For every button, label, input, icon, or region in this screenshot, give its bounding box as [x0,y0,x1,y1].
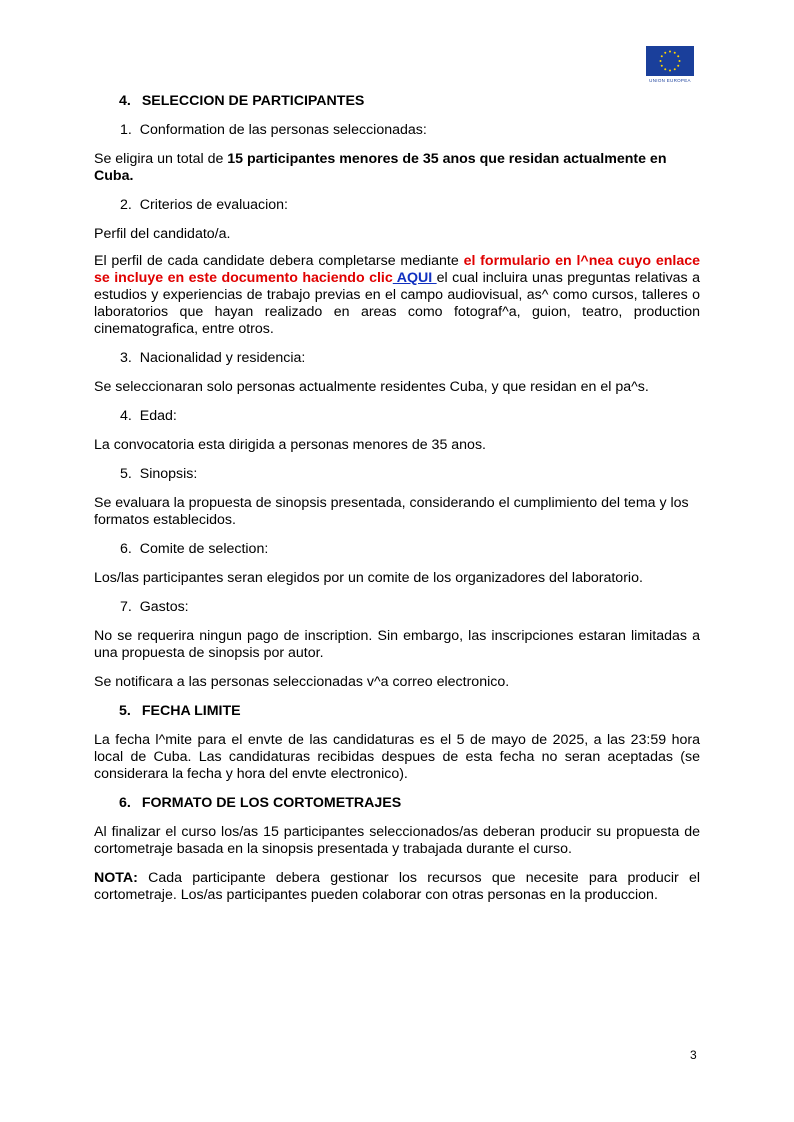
paragraph-participants: Se eligira un total de 15 participantes menores de 35 anos que residan actualmente en Cuba. [94,151,667,184]
paragraph-profile: Perfil del candidato/a. [94,226,231,242]
section-number: 6. [119,795,131,811]
note-label: NOTA: [94,870,138,886]
form-highlight-text: el formulario en l^nea cuyo enlace se incluye en este documento haciendo clic [94,253,700,286]
flag-star [660,60,662,62]
section-heading-4 [94,93,700,110]
emphasis-text: 15 participantes menores de 35 anos que residan actualmente en Cuba. [94,151,667,184]
aqui-link[interactable]: AQUI [392,270,437,286]
paragraph-synopsis: Se evaluara la propuesta de sinopsis presentada, considerando el cumplimiento del tema y los formatos establecidos. [94,495,689,528]
flag-star [664,68,666,70]
section-title: FORMATO DE LOS CORTOMETRAJES [141,795,402,811]
section-number: 5. [119,703,131,719]
subsection-number: 4. [120,408,132,424]
eu-flag-icon [646,46,694,76]
paragraph-notification: Se notificara a las personas seleccionadas v^a correo electronico. [94,674,510,690]
paragraph-form: El perfil de cada candidate debera completarse mediante el formulario en l^nea cuyo enlace se incluye en este documento haciendo clic AQUI el cual incluira unas preguntas relativas a estudios y experiencias de trabajo previas en el campo audiovisual, as^ como cursos, talleres o laboratorios que hayan realizado en areas como fotograf^a, guion, teatro, production cinematografica, entre otros. [94,253,700,337]
paragraph-note: NOTA: Cada participante debera gestionar los recursos que necesite para producir el cortometraje. Los/as participantes pueden colaborar con otras personas en la produccion. [94,870,700,903]
subsection-label: Conformation de las personas seleccionadas: [139,122,427,138]
paragraph-format: Al finalizar el curso los/as 15 participantes seleccionados/as deberan producir su propuesta de cortometraje basada en la sinopsis presentada y trabajada durante el curso. [94,824,700,857]
subsection-7 [94,599,700,616]
section-heading-6 [94,795,700,812]
section-title: SELECCION DE PARTICIPANTES [141,93,365,109]
flag-star [661,65,663,67]
subsection-label: Sinopsis: [139,466,198,482]
eu-logo-caption: UNION EUROPEA [649,78,691,83]
subsection-label: Gastos: [139,599,189,615]
subsection-number: 5. [120,466,132,482]
flag-star [677,65,679,67]
subsection-label: Comite de selection: [139,541,269,557]
eu-logo [646,46,694,88]
subsection-1 [94,122,700,139]
section-title: FECHA LIMITE [141,703,241,719]
subsection-number: 1. [120,122,132,138]
subsection-number: 2. [120,197,132,213]
subsection-number: 7. [120,599,132,615]
subsection-number: 6. [120,541,132,557]
document-body [94,93,700,904]
paragraph-residence: Se seleccionaran solo personas actualmente residentes Cuba, y que residan en el pa^s. [94,379,649,395]
subsection-4 [94,408,700,425]
paragraph-committee: Los/las participantes seran elegidos por un comite de los organizadores del laboratorio. [94,570,643,586]
flag-star [679,60,681,62]
subsection-6 [94,541,700,558]
flag-star [674,52,676,54]
subsection-label: Nacionalidad y residencia: [139,350,306,366]
flag-star [677,55,679,57]
flag-star [674,68,676,70]
subsection-5 [94,466,700,483]
page-number: 3 [690,1048,697,1062]
flag-star [664,52,666,54]
paragraph-age: La convocatoria esta dirigida a personas menores de 35 anos. [94,437,486,453]
section-number: 4. [119,93,131,109]
flag-star [669,51,671,53]
section-heading-5 [94,703,700,720]
subsection-label: Edad: [139,408,177,424]
flag-star [661,55,663,57]
flag-star [669,70,671,72]
paragraph-costs: No se requerira ningun pago de inscription. Sin embargo, las inscripciones estaran limitadas a una propuesta de sinopsis por autor. [94,628,700,661]
subsection-3 [94,350,700,367]
paragraph-deadline: La fecha l^mite para el envte de las candidaturas es el 5 de mayo de 2025, a las 23:59 hora local de Cuba. Las candidaturas recibidas despues de esta fecha no seran aceptadas (se considerara la fecha y hora del envte electronico). [94,732,700,782]
subsection-2 [94,197,700,214]
subsection-label: Criterios de evaluacion: [139,197,288,213]
subsection-number: 3. [120,350,132,366]
